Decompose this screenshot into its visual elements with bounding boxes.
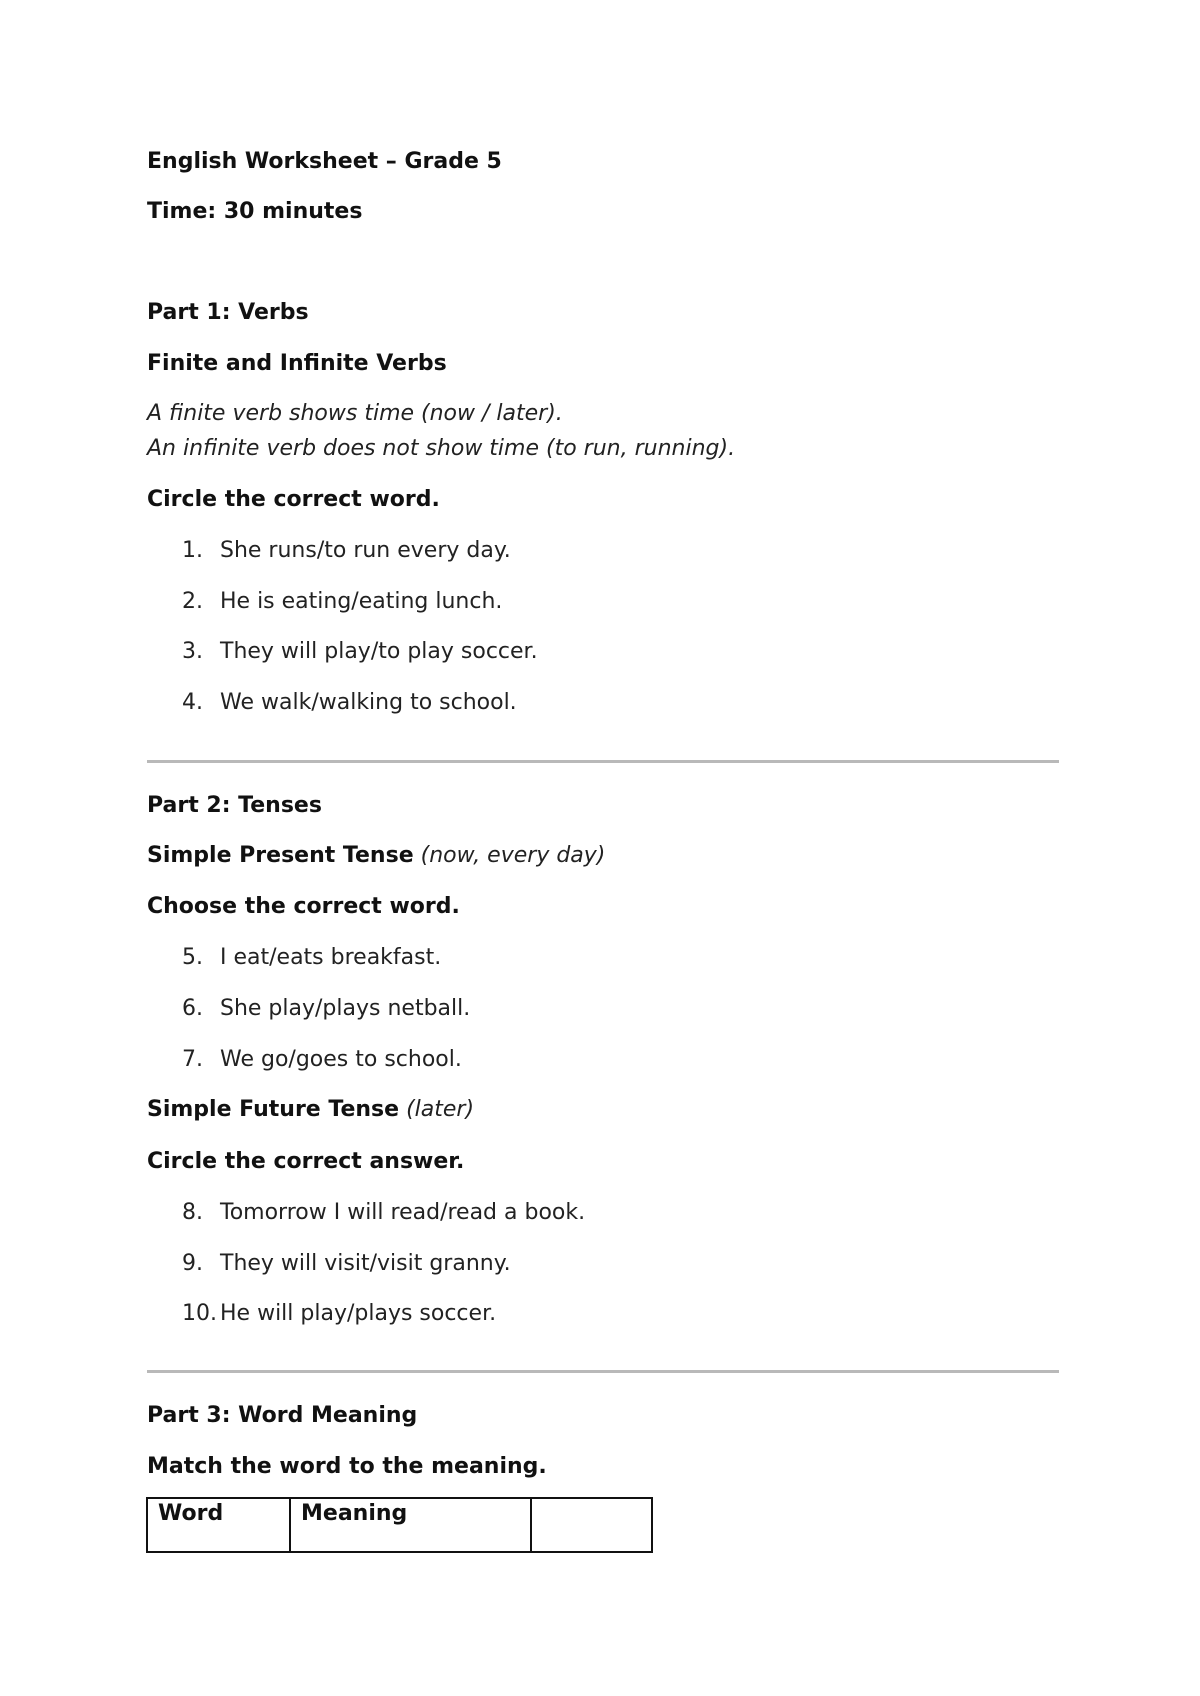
list-item bbox=[182, 1250, 511, 1278]
part1-subheading: Finite and Infinite Verbs bbox=[147, 351, 447, 376]
item-number: 5. bbox=[182, 945, 203, 970]
item-text: They will play/to play soccer. bbox=[220, 639, 538, 664]
list-item bbox=[182, 995, 470, 1023]
table-header-row bbox=[147, 1498, 652, 1552]
present-tense-label bbox=[147, 842, 605, 870]
future-instruction: Circle the correct answer. bbox=[147, 1149, 465, 1174]
list-item bbox=[182, 1046, 462, 1074]
item-number: 7. bbox=[182, 1047, 203, 1072]
list-item bbox=[182, 689, 517, 717]
list-item bbox=[182, 588, 502, 616]
item-text: We go/goes to school. bbox=[220, 1047, 462, 1072]
item-text: He will play/plays soccer. bbox=[220, 1301, 497, 1326]
part1-note-infinite: An infinite verb does not show time (to run, running). bbox=[147, 436, 736, 461]
table-header-meaning: Meaning bbox=[290, 1498, 531, 1552]
item-text: We walk/walking to school. bbox=[220, 690, 517, 715]
item-text: He is eating/eating lunch. bbox=[220, 589, 503, 614]
item-number: 3. bbox=[182, 639, 203, 664]
present-instruction: Choose the correct word. bbox=[147, 894, 460, 919]
list-item bbox=[182, 638, 538, 666]
item-number: 2. bbox=[182, 589, 203, 614]
part2-heading: Part 2: Tenses bbox=[147, 793, 322, 818]
section-divider bbox=[147, 1370, 1059, 1373]
item-text: She play/plays netball. bbox=[220, 996, 471, 1021]
future-tense-label bbox=[147, 1096, 474, 1124]
present-tense-title: Simple Present Tense bbox=[147, 843, 414, 868]
part3-instruction: Match the word to the meaning. bbox=[147, 1454, 547, 1479]
part1-instruction: Circle the correct word. bbox=[147, 487, 440, 512]
list-item bbox=[182, 1199, 585, 1227]
part1-heading: Part 1: Verbs bbox=[147, 300, 309, 325]
item-number: 9. bbox=[182, 1251, 203, 1276]
item-number: 4. bbox=[182, 690, 203, 715]
future-tense-hint: (later) bbox=[406, 1097, 475, 1122]
item-text: Tomorrow I will read/read a book. bbox=[220, 1200, 586, 1225]
part1-note-finite: A finite verb shows time (now / later). bbox=[147, 401, 563, 426]
time-label: Time: 30 minutes bbox=[147, 199, 363, 224]
present-tense-hint: (now, every day) bbox=[420, 843, 606, 868]
list-item bbox=[182, 537, 511, 565]
item-number: 10. bbox=[182, 1301, 217, 1326]
worksheet-title: English Worksheet – Grade 5 bbox=[147, 149, 502, 174]
table-header-word: Word bbox=[147, 1498, 290, 1552]
future-tense-title: Simple Future Tense bbox=[147, 1097, 400, 1122]
section-divider bbox=[147, 760, 1059, 763]
table-header-blank bbox=[531, 1498, 652, 1552]
list-item bbox=[182, 1300, 496, 1328]
list-item bbox=[182, 944, 441, 972]
part3-heading: Part 3: Word Meaning bbox=[147, 1403, 418, 1428]
item-text: She runs/to run every day. bbox=[220, 538, 511, 563]
item-number: 1. bbox=[182, 538, 203, 563]
item-number: 6. bbox=[182, 996, 203, 1021]
item-text: I eat/eats breakfast. bbox=[220, 945, 442, 970]
item-number: 8. bbox=[182, 1200, 203, 1225]
item-text: They will visit/visit granny. bbox=[220, 1251, 511, 1276]
word-meaning-table bbox=[146, 1497, 653, 1553]
